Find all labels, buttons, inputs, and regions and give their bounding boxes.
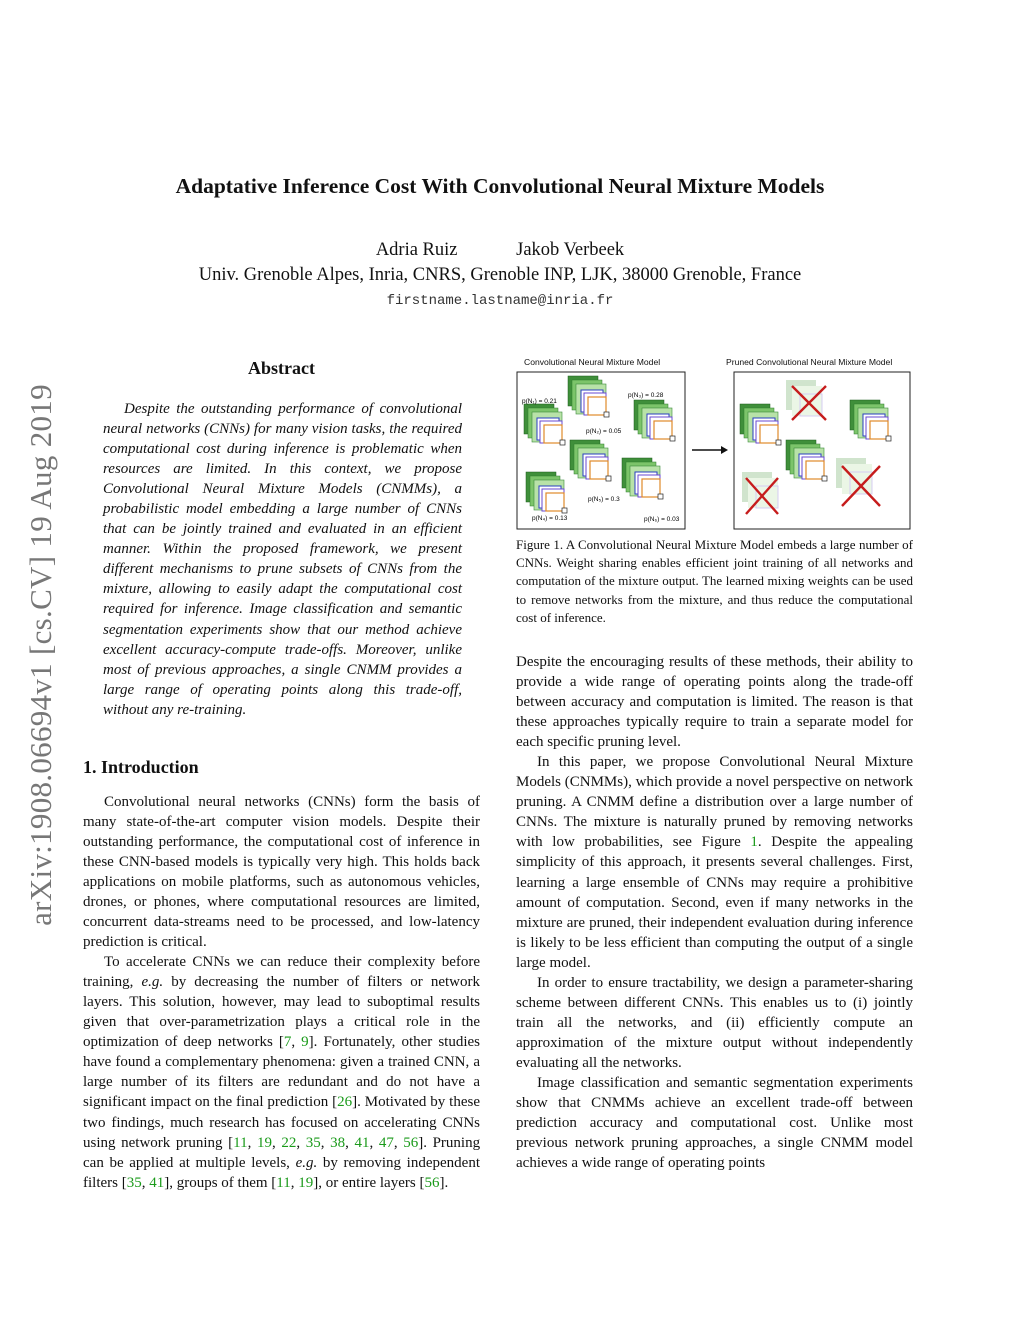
abstract-text: Despite the outstanding performance of convolutional neural networks (CNNs) for many vision tasks, the required computational cost during inference is problematic when resources are limited. In this context, we propose Convolutional Neural Mixture Models (CNMMs), a probabilistic model embedding a large number of CNNs that can be jointly trained and evaluated in an efficient manner. Within the proposed framework, we present different mechanisms to prune subsets of CNNs from the mixture, allowing to easily adapt the computational cost required for inference. Image classification and semantic segmentation experiments show that our method achieve excellent accuracy-compute trade-offs. Moreover, unlike most of previous approaches, a single CNMM provides a large range of operating points along this trade-off, without any re-training. <box>103 401 462 718</box>
author-name: Jakob Verbeek <box>516 240 625 260</box>
figure-right-title: Pruned Convolutional Neural Mixture Model <box>726 357 893 367</box>
paper-title: Adaptative Inference Cost With Convolutional Neural Mixture Models <box>175 174 825 198</box>
figure-ref-link[interactable]: 1 <box>750 834 758 851</box>
figure-left-title: Convolutional Neural Mixture Model <box>524 357 661 367</box>
citation-link[interactable]: 11 <box>276 1174 291 1191</box>
author-email: firstname.lastname@inria.fr <box>386 293 614 309</box>
arrow-icon <box>692 446 728 454</box>
author-list <box>0 240 1000 261</box>
citation-link[interactable]: 35 <box>305 1134 321 1151</box>
right-column <box>516 652 913 1173</box>
citation-link[interactable]: 11 <box>233 1134 248 1151</box>
citation-link[interactable]: 38 <box>330 1134 346 1151</box>
citation-link[interactable]: 9 <box>301 1034 309 1051</box>
intro-paragraph-2: To accelerate CNNs we can reduce their complexity before training, e.g. by decreasing the number of filters or network layers. This solution, however, may lead to suboptimal results given that over-parametrization plays a critical role in the optimization of deep networks [7, 9]. Fortunately, other studies have found a complementary phenomena: given a trained CNN, a large number of its filters are redundant and do not have a significant impact on the final prediction [26]. Motivated by these two findings, much research has focused on accelerating CNNs using network pruning [11, 19, 22, 35, 38, 41, 47, 56]. Pruning can be applied at multiple levels, e.g. by removing independent filters [35, 41], groups of them [11, 19], or entire layers [56]. <box>83 954 481 1191</box>
intro-paragraph-1: Convolutional neural networks (CNNs) form the basis of many state-of-the-art computer vision models. Despite their outstanding performance, the computational cost of inference in these CNN-based models is typically very high. This holds back applications on mobile platforms, such as autonomous vehicles, drones, or phones, where computational resources are limited, concurrent data-streams need to be processed, and low-latency prediction is critical. <box>83 793 480 951</box>
prob-label: p(N₁) = 0.21 <box>522 398 557 405</box>
body-paragraph: In order to ensure tractability, we design a parameter-sharing scheme between different CNNs. This enables us to (i) jointly train all the networks, and (ii) efficiently compute an approximation of the mixture output without independently evaluating all the networks. <box>516 974 913 1071</box>
prob-label: p(N₄) = 0.13 <box>532 515 568 522</box>
prob-label: p(N₃) = 0.28 <box>628 392 664 399</box>
citation-link[interactable]: 56 <box>424 1174 440 1191</box>
body-paragraph: Image classification and semantic segmentation experiments show that CNMMs achieve an excellent trade-off between prediction accuracy and computational cost. Unlike most previous network pruning approaches, a single CNMM model achieves a wide range of operating points <box>516 1074 913 1172</box>
citation-link[interactable]: 22 <box>281 1134 297 1151</box>
author-name: Adria Ruiz <box>375 240 458 260</box>
arxiv-side-stamp <box>18 345 64 965</box>
arxiv-id: arXiv:1908.06694v1 [cs.CV] 19 Aug 2019 <box>23 384 58 926</box>
citation-link[interactable]: 35 <box>126 1174 142 1191</box>
body-paragraph: In this paper, we propose Convolutional Neural Mixture Models (CNMMs), which provide a novel perspective on network pruning. A CNMM define a distribution over a large number of CNNs. The mixture is naturally pruned by removing networks with low probabilities, see Figure 1. Despite the appealing simplicity of this approach, it presents several challenges. First, learning a large ensemble of CNNs may require a prohibitive amount of computation. Second, even if many networks in the mixture are pruned, their independent evaluation during inference is likely to be less efficient than computing the output of a single large model. <box>516 754 914 971</box>
intro-heading: 1. Introduction <box>83 756 199 777</box>
citation-link[interactable]: 47 <box>378 1134 394 1151</box>
citation-link[interactable]: 19 <box>298 1174 314 1191</box>
prob-label: p(N₅) = 0.3 <box>588 496 620 503</box>
citation-link[interactable]: 7 <box>283 1034 292 1051</box>
prob-label: p(N₂) = 0.05 <box>586 428 622 435</box>
citation-link[interactable]: 26 <box>337 1094 353 1111</box>
abstract-heading: Abstract <box>248 358 315 378</box>
body-paragraph: Despite the encouraging results of these methods, their ability to provide a wide range of operating points along the trade-off between accuracy and computation is limited. The reason is that these approaches typically require to train a separate model for each specific pruning level. <box>516 654 913 751</box>
citation-link[interactable]: 56 <box>403 1134 419 1151</box>
figure-caption: Figure 1. A Convolutional Neural Mixture Model embeds a large number of CNNs. Weight sharing enables efficient joint training of all networks and computation of the mixture output. The learned mixing weights can be used to remove networks from the mixture, and thus reduce the computational cost of inference. <box>516 537 913 625</box>
citation-link[interactable]: 41 <box>149 1174 165 1191</box>
citation-link[interactable]: 41 <box>354 1134 370 1151</box>
affiliation: Univ. Grenoble Alpes, Inria, CNRS, Grenoble INP, LJK, 38000 Grenoble, France <box>198 265 802 285</box>
cnmm-diagram <box>516 354 913 532</box>
prob-label: p(N₆) = 0.03 <box>644 516 680 523</box>
left-column <box>83 356 480 1193</box>
citation-link[interactable]: 19 <box>256 1134 272 1151</box>
figure-1 <box>516 354 913 627</box>
